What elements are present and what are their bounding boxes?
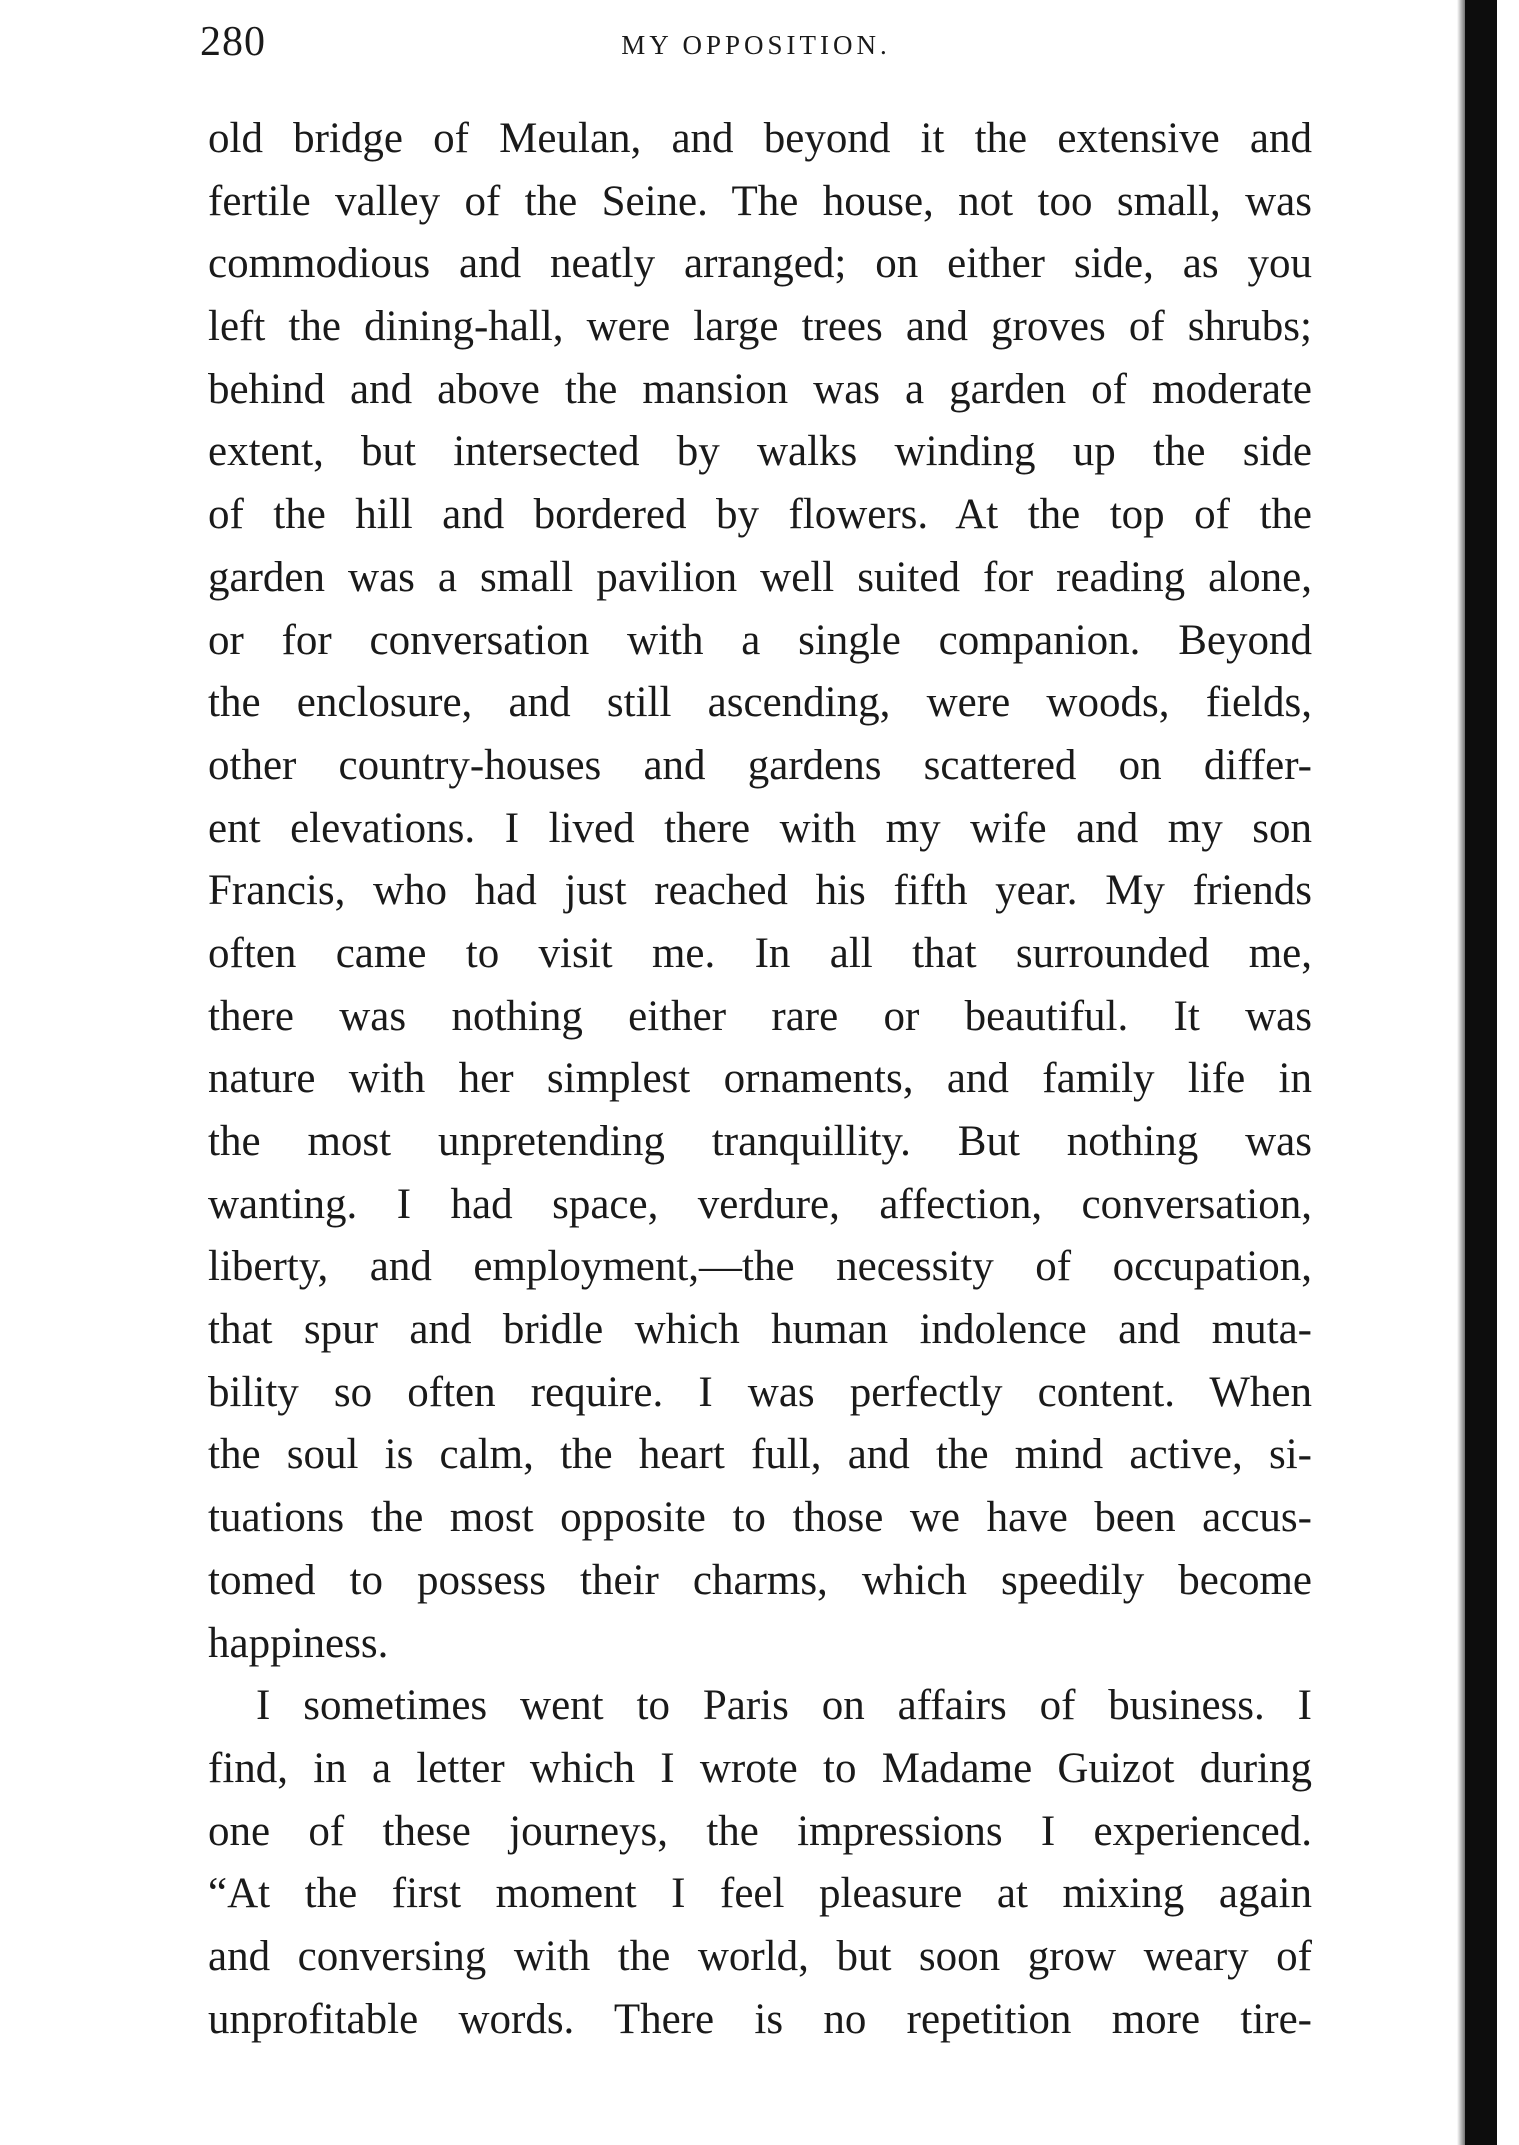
page-number: 280 — [200, 19, 266, 65]
text-line: other country-houses and gardens scattered on differ- — [208, 741, 1312, 789]
text-line: that spur and bridle which human indolence and muta- — [208, 1306, 1312, 1354]
text-line: garden was a small pavilion well suited for reading alone, — [208, 553, 1312, 601]
paragraph-start-line: I sometimes went to Paris on affairs of business. I — [256, 1682, 1312, 1730]
text-line: tuations the most opposite to those we have been accus- — [208, 1494, 1312, 1542]
text-line: often came to visit me. In all that surrounded me, — [208, 929, 1312, 977]
text-line: old bridge of Meulan, and beyond it the extensive and — [208, 115, 1312, 162]
binding-edge — [1465, 0, 1497, 2145]
text-line: or for conversation with a single companion. Beyond — [208, 616, 1312, 664]
page-header — [200, 18, 1312, 78]
text-line: one of these journeys, the impressions I experienced. — [208, 1807, 1312, 1855]
text-line: and conversing with the world, but soon grow weary of — [208, 1932, 1312, 1980]
paragraph-end-line: happiness. — [208, 1619, 389, 1667]
text-line: of the hill and bordered by flowers. At the top of the — [208, 491, 1312, 539]
text-line: unprofitable words. There is no repetition more tire- — [208, 1995, 1312, 2043]
text-line: find, in a letter which I wrote to Madame Guizot during — [208, 1744, 1312, 1792]
text-line: nature with her simplest ornaments, and family life in — [208, 1055, 1312, 1103]
text-line: tomed to possess their charms, which speedily become — [208, 1556, 1312, 1604]
text-line: the soul is calm, the heart full, and the mind active, si- — [208, 1431, 1312, 1479]
text-line: Francis, who had just reached his fifth year. My friends — [208, 867, 1312, 915]
text-line: commodious and neatly arranged; on either side, as you — [208, 240, 1312, 288]
text-line: “At the first moment I feel pleasure at mixing again — [208, 1870, 1312, 1918]
text-line: the most unpretending tranquillity. But nothing was — [208, 1118, 1312, 1165]
text-line: bility so often require. I was perfectly content. When — [208, 1368, 1312, 1416]
text-line: left the dining-hall, were large trees and groves of shrubs; — [208, 303, 1312, 351]
running-head: MY OPPOSITION. — [621, 30, 891, 60]
text-line: there was nothing either rare or beautiful. It was — [208, 992, 1312, 1040]
text-line: behind and above the mansion was a garden of moderate — [208, 365, 1312, 413]
body-text — [208, 108, 1312, 2051]
text-line: liberty, and employment,—the necessity of occupation, — [208, 1243, 1312, 1291]
text-line: the enclosure, and still ascending, were woods, fields, — [208, 679, 1312, 727]
text-line: extent, but intersected by walks winding up the side — [208, 428, 1312, 476]
text-line: wanting. I had space, verdure, affection, conversation, — [208, 1180, 1312, 1228]
text-line: fertile valley of the Seine. The house, not too small, was — [208, 177, 1312, 225]
text-line: ent elevations. I lived there with my wife and my son — [208, 804, 1312, 852]
